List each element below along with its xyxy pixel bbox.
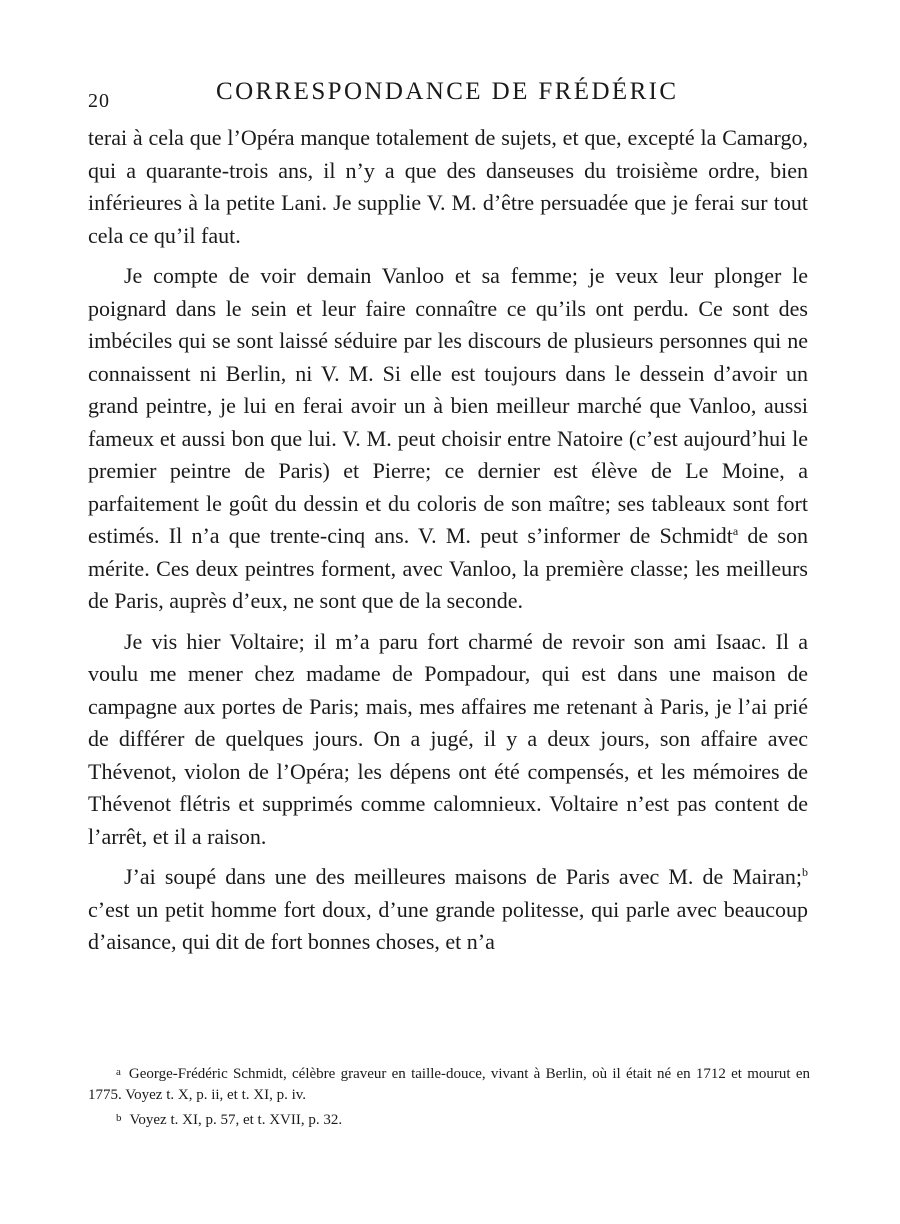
paragraph-1 — [88, 122, 808, 252]
paragraph-3 — [88, 626, 808, 854]
footnote-a — [88, 1062, 810, 1106]
paragraph-2-text-a: Je compte de voir demain Vanloo et sa femme; je veux leur plonger le poignard dans le sein et leur faire connaître ce qu’ils ont perdu. Ce sont des imbéciles qui se sont laissé séduire par les discours de plusieurs personnes qui ne connaissent ni Berlin, ni V. M. Si elle est toujours dans le dessein d’avoir un grand peintre, je lui en ferai avoir un à bien meilleur marché que Vanloo, aussi fameux et aussi bon que lui. V. M. peut choisir entre Natoire (c’est aujourd’hui le premier peintre de Paris) et Pierre; ce dernier est élève de Le Moine, a parfaitement le goût du dessin et du coloris de son maître; ses tableaux sont fort estimés. Il n’a que trente-cinq ans. V. M. peut s’informer de Schmidt — [88, 263, 808, 548]
paragraph-4 — [88, 861, 808, 959]
page-header — [88, 74, 808, 114]
page-number: 20 — [88, 90, 110, 112]
paragraph-4-text-b: c’est un petit homme fort doux, d’une grande politesse, qui parle avec beaucoup d’aisance, qui dit de fort bonnes choses, et n’a — [88, 896, 808, 954]
running-title: CORRESPONDANCE DE FRÉDÉRIC — [216, 78, 679, 105]
footnotes — [88, 1062, 810, 1131]
footnote-ref-b[interactable]: b — [802, 865, 808, 879]
paragraph-4-text-a: J’ai soupé dans une des meilleures maisons de Paris avec M. de Mairan; — [124, 864, 802, 889]
paragraph-2-text-b: de son mérite. Ces deux peintres forment, avec Vanloo, la première classe; les meilleurs de Paris, auprès d’eux, ne sont que de la seconde. — [88, 523, 808, 613]
paragraph-1-text: terai à cela que l’Opéra manque totalement de sujets, et que, excepté la Camargo, qui a quarante-trois ans, il n’y a que des danseuses du troisième ordre, bien inférieures à la petite Lani. Je supplie V. M. d’être persuadée que je ferai sur tout cela ce qu’il faut. — [88, 125, 808, 248]
paragraph-3-text: Je vis hier Voltaire; il m’a paru fort charmé de revoir son ami Isaac. Il a voulu me mener chez madame de Pompadour, qui est dans une maison de campagne aux portes de Paris; mais, mes affaires me retenant à Paris, je l’ai prié de différer de quelques jours. On a jugé, il y a deux jours, son affaire avec Thévenot, violon de l’Opéra; les dépens ont été compensés, et les mémoires de Thévenot flétris et supprimés comme calomnieux. Voltaire n’est pas content de l’arrêt, et il a raison. — [88, 628, 808, 849]
footnote-mark-b: b — [116, 1112, 122, 1124]
paragraph-2 — [88, 260, 808, 618]
footnote-text-a: George-Frédéric Schmidt, célèbre graveur en taille-douce, vivant à Berlin, où il était né en 1712 et mourut en 1775. Voyez t. X, p. ii, et t. XI, p. iv. — [88, 1066, 810, 1103]
footnote-ref-a[interactable]: a — [732, 524, 739, 538]
footnote-mark-a: a — [116, 1066, 121, 1078]
footnote-text-b: Voyez t. XI, p. 57, et t. XVII, p. 32. — [129, 1112, 343, 1128]
body-text — [88, 122, 808, 959]
footnote-b — [88, 1108, 810, 1131]
